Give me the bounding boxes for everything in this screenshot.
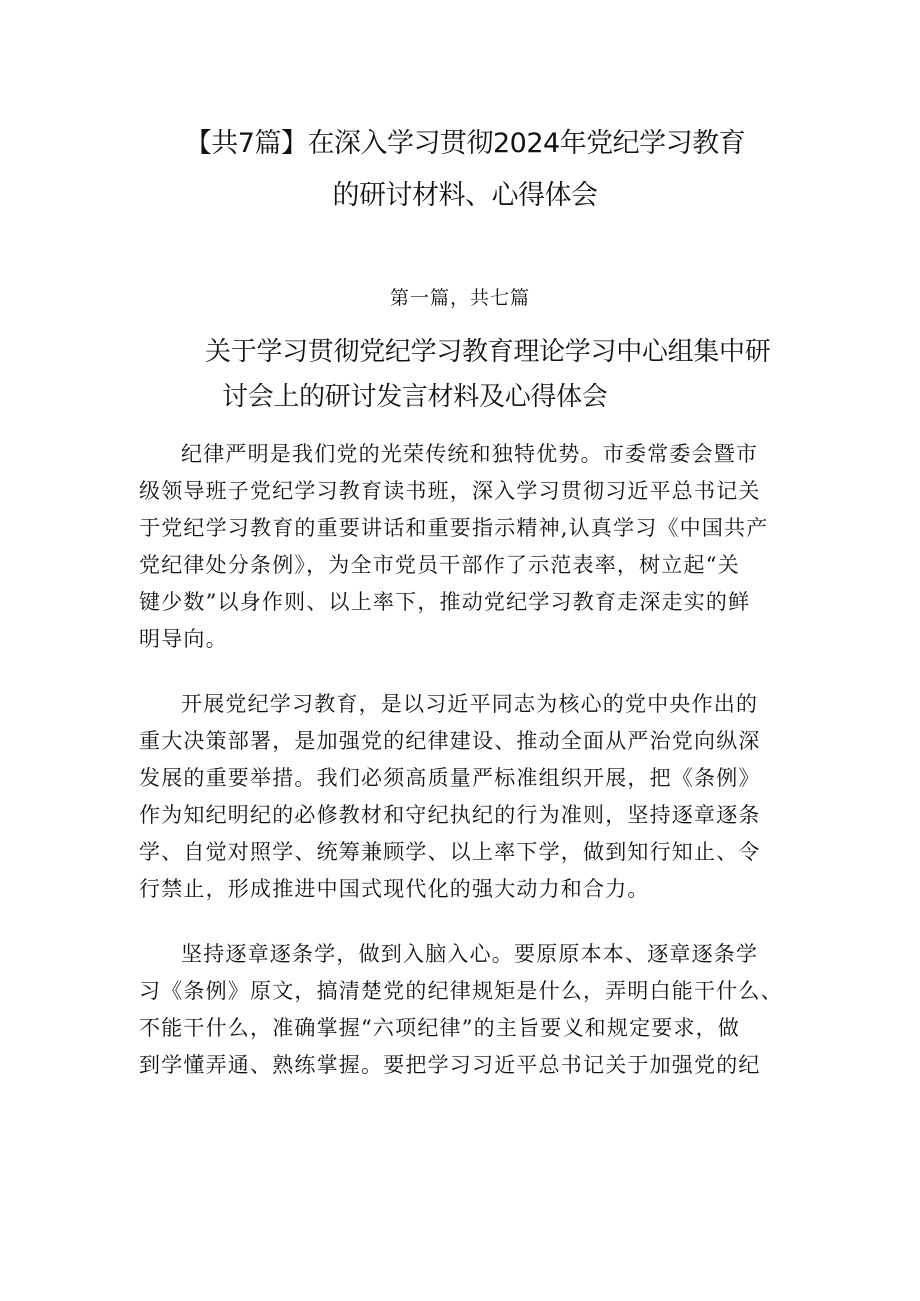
paragraph-2: [139, 686, 797, 908]
paragraph-line: 学、自觉对照学、统筹兼顾学、以上率下学，做到知行知止、令: [139, 840, 761, 864]
paragraph-line: 党纪律处分条例》，为全市党员干部作了示范表率，树立起“关: [139, 553, 740, 577]
paragraph-3: [139, 936, 797, 1084]
paragraph-line: 到学懂弄通、熟练掌握。要把学习习近平总书记关于加强党的纪: [139, 1053, 761, 1077]
paragraph-line: 行禁止，形成推进中国式现代化的强大动力和合力。: [139, 877, 650, 901]
paragraph-line: 级领导班子党纪学习教育读书班，深入学习贯彻习近平总书记关: [139, 479, 761, 503]
paragraph-line: 纪律严明是我们党的光荣传统和独特优势。市委常委会暨市: [181, 442, 759, 466]
paragraph-line: 坚持逐章逐条学，做到入脑入心。要原原本本、逐章逐条学: [181, 942, 759, 966]
paragraph-line: 明导向。: [139, 627, 228, 651]
paragraph-line: 开展党纪学习教育，是以习近平同志为核心的党中央作出的: [181, 692, 759, 716]
document-title-line-1: 【共7篇】在深入学习贯彻2024年党纪学习教育: [184, 128, 746, 159]
paragraph-line: 发展的重要举措。我们必须高质量严标准组织开展，把《条例》: [139, 766, 761, 790]
part-label: 第一篇，共七篇: [389, 287, 530, 309]
section-title-line-2: 讨会上的研讨发言材料及心得体会: [222, 382, 608, 412]
paragraph-line: 不能干什么，准确掌握“六项纪律”的主旨要义和规定要求，做: [139, 1016, 741, 1040]
paragraph-1: [139, 436, 797, 658]
paragraph-line: 于党纪学习教育的重要讲话和重要指示精神,认真学习《中国共产: [139, 516, 769, 540]
section-title: [205, 330, 805, 420]
document-title: [140, 118, 790, 222]
section-title-line-1: 关于学习贯彻党纪学习教育理论学习中心组集中研: [205, 337, 771, 367]
paragraph-line: 键少数”以身作则、以上率下，推动党纪学习教育走深走实的鲜: [139, 590, 751, 614]
paragraph-line: 习《条例》原文，搞清楚党的纪律规矩是什么，弄明白能干什么、: [139, 979, 783, 1003]
paragraph-line: 重大决策部署，是加强党的纪律建设、推动全面从严治党向纵深: [139, 729, 761, 753]
body-text: [139, 436, 797, 1112]
document-title-line-2: 的研讨材料、心得体会: [332, 180, 598, 211]
paragraph-line: 作为知纪明纪的必修教材和守纪执纪的行为准则，坚持逐章逐条: [139, 803, 761, 827]
